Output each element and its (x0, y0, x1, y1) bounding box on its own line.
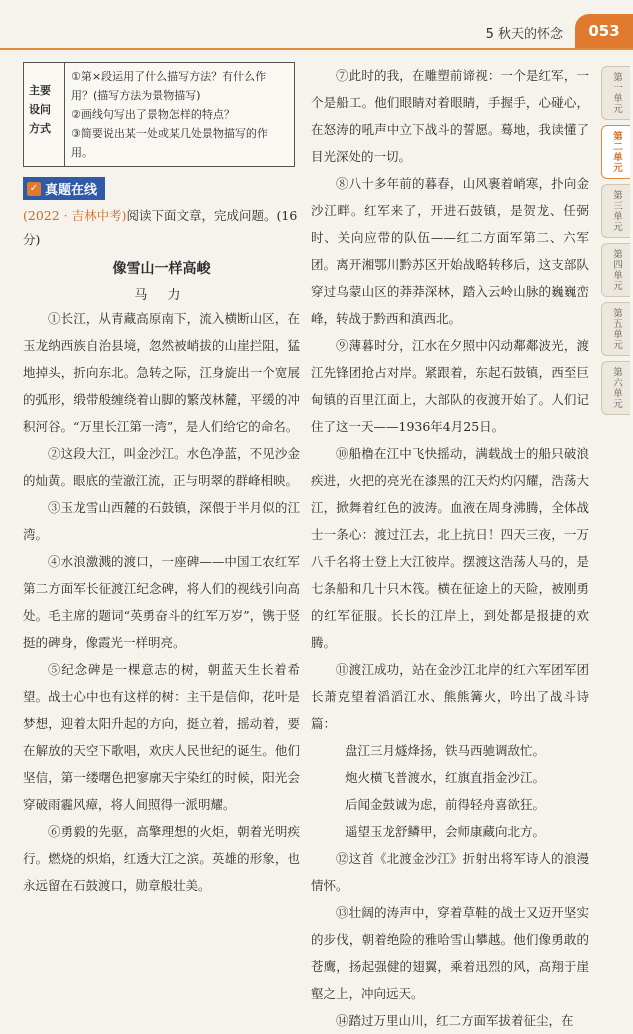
section-title (23, 177, 105, 200)
page-header (0, 0, 633, 50)
paragraph: ②这段大江，叫金沙江。水色净蓝，不见沙金的灿黄。眼底的莹澈江流，正与明翠的群峰相映。 (23, 446, 300, 488)
tab-unit-4[interactable]: 第四单元 (601, 243, 630, 297)
guide-box-body (65, 63, 294, 166)
left-column (23, 62, 300, 899)
article-title: 像雪山一样高峻 (112, 261, 211, 277)
section-title-text: 真题在线 (45, 183, 98, 198)
paragraph: ⑥勇毅的先驱，高擎理想的火炬，朝着光明疾行。燃烧的炽焰，红透大江之滨。英雄的形象，也永远留在石鼓渡口，勋章般壮美。 (23, 824, 300, 893)
paragraph: ⑩船橹在江中飞快摇动，满载战士的船只破浪疾进，火把的亮光在漆黑的江天灼灼闪耀，浩荡大江，掀舞着红色的波涛。血液在周身沸腾，全体战士一条心：渡过江去，北上抗日！四天三夜，一万八千名将士登上大江彼岸。摆渡这浩荡人马的，是七条船和几十只木筏。横在征途上的天险，被刚勇的红军征服。长长的江岸上，到处都是报捷的欢腾。 (311, 446, 589, 650)
guide-box (23, 62, 295, 167)
paragraph: ⑧八十多年前的暮春，山风裹着峭寒，扑向金沙江畔。红军来了，开进石鼓镇，是贺龙、任弼时、关向应带的队伍——红二方面军第二、六军团。离开湘鄂川黔苏区开始战略转移后，这支部队穿过乌蒙山区的莽莽深林，踏入云岭山脉的巍巍峦峰，转战于黔西和滇西北。 (311, 176, 589, 326)
question-intro (23, 204, 300, 252)
exam-source: (2022 · 吉林中考) (23, 208, 127, 223)
paragraph: ④水浪激溅的渡口，一座碑——中国工农红军第二方面军长征渡江纪念碑，将人们的视线引向高处。毛主席的题词“英勇奋斗的红军万岁”，镌于竖挺的碑身，像霞光一样明亮。 (23, 554, 300, 650)
paragraph: ⑦此时的我，在雕塑前谛视：一个是红军，一个是船工。他们眼睛对着眼睛，手握手，心碰心，在怒涛的吼声中立下战斗的誓愿。蓦地，我读懂了目光深处的一切。 (311, 68, 589, 164)
checkmark-icon: ✓ (27, 182, 41, 196)
page-number: 053 (575, 14, 633, 48)
paragraph: ①长江，从青藏高原南下，流入横断山区，在玉龙纳西族自治县境，忽然被峭拔的山崖拦阻，猛地掉头，折向东北。急转之际，江身旋出一个宽展的弧形，缎带般缠绕着山脚的繁茂林麓，平缓的冲积河谷。“万里长江第一湾”，是人们给它的命名。 (23, 311, 300, 434)
right-column (311, 62, 589, 1034)
tab-unit-6[interactable]: 第六单元 (601, 361, 630, 415)
chapter-title: 5 秋天的怀念 (485, 27, 563, 42)
poem-line: 后闻金鼓诚为虑，前得轻舟喜欲狂。 (345, 797, 546, 812)
paragraph: ③玉龙雪山西麓的石鼓镇，深偎于半月似的江湾。 (23, 500, 300, 542)
guide-item: ②画线句写出了景物怎样的特点？ (71, 108, 235, 121)
poem (311, 737, 589, 845)
tab-unit-5[interactable]: 第五单元 (601, 302, 630, 356)
tab-unit-2[interactable]: 第二单元 (601, 125, 630, 179)
paragraph: ⑤纪念碑是一棵意志的树，朝蓝天生长着希望。战士心中也有这样的树：主干是信仰，花叶是梦想，迎着太阳升起的方向，挺立着，摇动着，要在解放的天空下歌唱，欢庆人民世纪的诞生。他们坚信，第一缕曙色把寥廓天宇染红的时候，阳光会穿破雨霾风瘴，将人间照得一派明耀。 (23, 662, 300, 812)
poem-line: 盘江三月燧烽扬，铁马西驰调敌忙。 (345, 743, 546, 758)
guide-box-label: 主要设问方式 (24, 63, 65, 166)
intro-text: 阅读下面文章，完成问题。(16分) (23, 208, 298, 247)
guide-item: ③简要说出某一处或某几处景物描写的作用。 (71, 127, 268, 159)
guide-item: ①第×段运用了什么描写方法？有什么作用？(描写方法为景物描写) (71, 70, 267, 102)
paragraph: ⑨薄暮时分，江水在夕照中闪动鄰鄰波光，渡江先锋团抢占对岸。紧跟着，东起石鼓镇，西至巨甸镇的百里江面上，大部队的夜渡开始了。人们记住了这一天——1936年4月25日。 (311, 338, 589, 434)
paragraph: ⑭踏过万里山川，红二方面军拔着征尘，在 (336, 1013, 574, 1028)
poem-line: 遥望玉龙舒鳞甲，会师康藏向北方。 (345, 824, 546, 839)
article-author: 马 力 (134, 288, 189, 303)
paragraph: ⑫这首《北渡金沙江》折射出将军诗人的浪漫情怀。 (311, 851, 589, 893)
paragraph: ⑪渡江成功，站在金沙江北岸的红六军团军团长萧克望着滔滔江水、熊熊篝火，吟出了战斗诗篇： (311, 662, 589, 731)
tab-unit-3[interactable]: 第三单元 (601, 184, 630, 238)
paragraph: ⑬壮阔的涛声中，穿着草鞋的战士又迈开坚实的步伐，朝着绝险的雅哈雪山攀越。他们像勇敢的苍鹰，扬起强健的翅翼，乘着迅烈的风，高翔于崖壑之上，冲向远天。 (311, 905, 589, 1001)
tab-unit-1[interactable]: 第一单元 (601, 66, 630, 120)
poem-line: 炮火横飞普渡水，红旗直指金沙江。 (345, 770, 546, 785)
unit-tabs (601, 66, 631, 420)
